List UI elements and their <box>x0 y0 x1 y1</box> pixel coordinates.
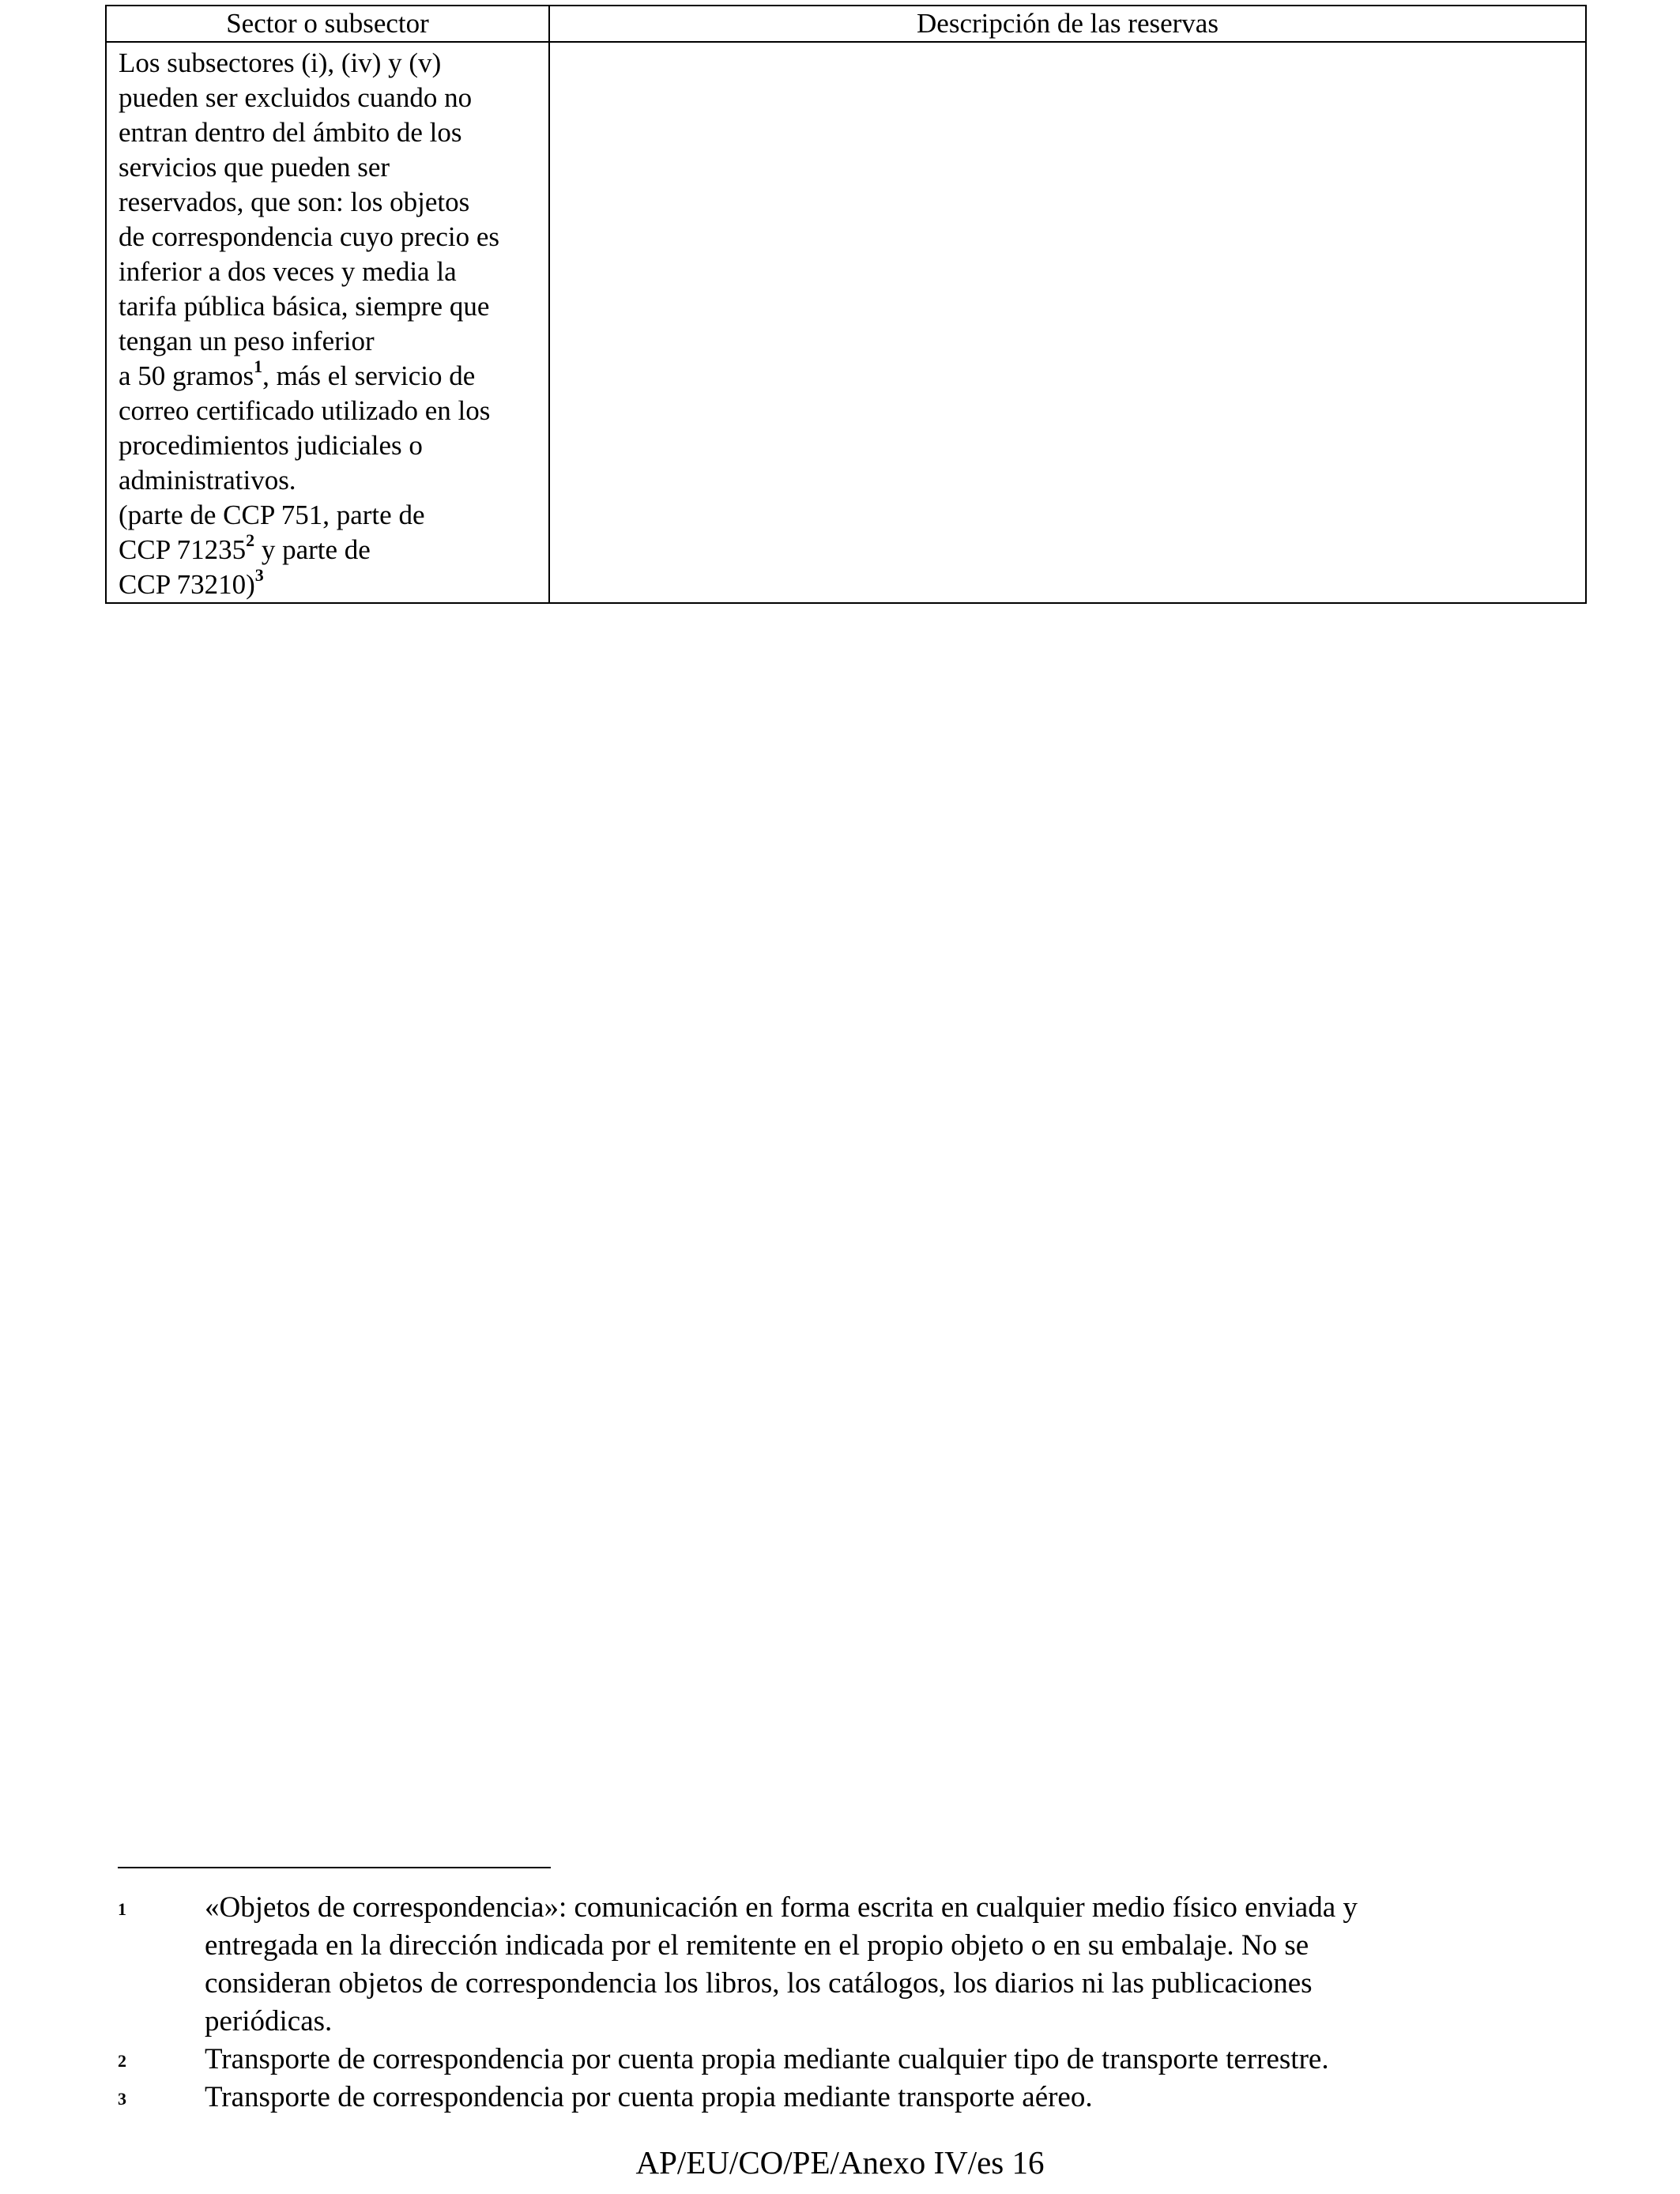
sector-line: administrativos. <box>119 465 296 496</box>
footnote-3 <box>118 2079 1524 2117</box>
footnote-number: 2 <box>118 2051 126 2071</box>
sector-line: de correspondencia cuyo precio es <box>119 221 500 252</box>
footnotes-section <box>118 1889 1524 2117</box>
description-cell <box>549 42 1586 603</box>
sector-line: reservados, que son: los objetos <box>119 187 470 217</box>
footnote-separator <box>118 1867 551 1868</box>
sector-line: inferior a dos veces y media la <box>119 256 457 287</box>
footnote-line: «Objetos de correspondencia»: comunicación en forma escrita en cualquier medio físico enviada y <box>205 1891 1358 1924</box>
sector-line: tarifa pública básica, siempre que <box>119 291 490 322</box>
sector-line: correo certificado utilizado en los <box>119 395 491 426</box>
page-reference: AP/EU/CO/PE/Anexo IV/es 16 <box>635 2144 1045 2181</box>
sector-line: entran dentro del ámbito de los <box>119 117 462 148</box>
sector-line: Los subsectores (i), (iv) y (v) <box>119 47 442 78</box>
footnote-2 <box>118 2041 1524 2079</box>
footnote-line: entregada en la dirección indicada por el remitente en el propio objeto o en su embalaje. No se <box>205 1929 1309 1962</box>
sector-cell <box>106 42 549 603</box>
sector-line: tengan un peso inferior <box>119 326 375 356</box>
sector-line: pueden ser excluidos cuando no <box>119 82 473 113</box>
footnote-line: Transporte de correspondencia por cuenta propia mediante cualquier tipo de transporte terrestre. <box>205 2043 1329 2075</box>
footnote-number: 3 <box>118 2089 126 2109</box>
sector-line: (parte de CCP 751, parte de <box>119 499 425 530</box>
sector-text-fragment: , más el servicio de <box>262 360 476 391</box>
sector-text-fragment: y parte de <box>254 534 371 565</box>
footnote-ref-1[interactable]: 1 <box>254 356 263 377</box>
footnote-1 <box>118 1889 1524 2041</box>
footnote-line: periódicas. <box>205 2005 333 2038</box>
reservations-table <box>105 5 1587 604</box>
sector-line-ccp3 <box>119 567 537 602</box>
sector-text-fragment: a 50 gramos <box>119 360 254 391</box>
footnote-line: consideran objetos de correspondencia los libros, los catálogos, los diarios ni las publicaciones <box>205 1967 1313 2000</box>
sector-line: servicios que pueden ser <box>119 152 390 183</box>
table-row <box>106 42 1586 603</box>
footnote-ref-2[interactable]: 2 <box>246 530 255 551</box>
footnote-number: 1 <box>118 1899 126 1919</box>
sector-text-fragment: CCP 71235 <box>119 534 247 565</box>
footnote-ref-3[interactable]: 3 <box>254 565 264 586</box>
header-description: Descripción de las reservas <box>549 6 1586 42</box>
sector-line-gramos <box>119 356 537 394</box>
header-sector: Sector o subsector <box>106 6 549 42</box>
table-header-row <box>106 6 1586 42</box>
sector-text-fragment: CCP 73210) <box>119 569 255 600</box>
footnote-line: Transporte de correspondencia por cuenta propia mediante transporte aéreo. <box>205 2081 1093 2113</box>
sector-line-ccp2 <box>119 530 537 567</box>
sector-line: procedimientos judiciales o <box>119 430 423 461</box>
